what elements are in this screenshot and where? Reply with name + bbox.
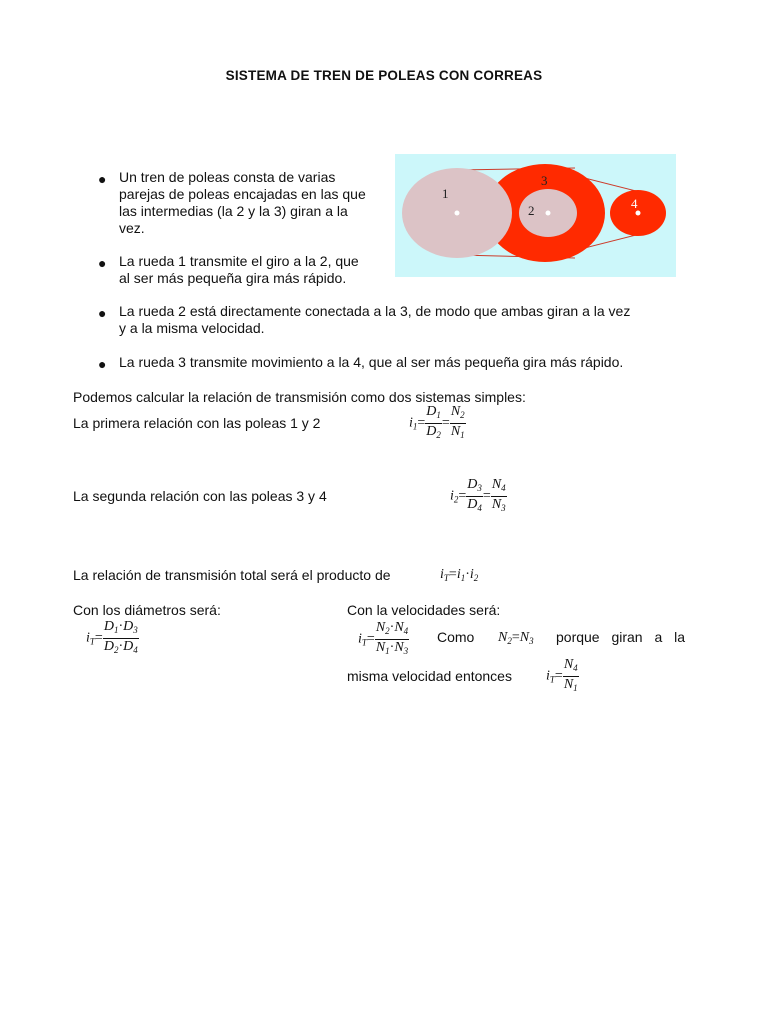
bullet-marker: ● bbox=[98, 255, 107, 271]
pulley-diagram bbox=[395, 154, 676, 277]
bullet-2-line-1: La rueda 1 transmite el giro a la 2, que bbox=[119, 253, 359, 269]
bullet-marker: ● bbox=[98, 356, 107, 372]
page-title: SISTEMA DE TREN DE POLEAS CON CORREAS bbox=[225, 68, 543, 83]
second-relation-text: La segunda relación con las poleas 3 y 4 bbox=[73, 488, 327, 504]
bullet-4-text bbox=[119, 354, 709, 371]
equation-i1: $i_1=$ $\frac{D_1}{D_2}$ = $\frac{N_2}{N_1}$ bbox=[409, 404, 465, 440]
bullet-1-line-1: Un tren de poleas consta de varias bbox=[119, 169, 336, 185]
equation-velocities: $i_T=$ $\frac{N_2\cdot N_4}{N_1\cdot N_3}$ bbox=[358, 620, 409, 656]
porque-text: porque giran a la bbox=[556, 629, 685, 645]
velocities-text: Con la velocidades será: bbox=[347, 602, 501, 618]
pulley-2-axle bbox=[546, 211, 551, 216]
bullet-3-text bbox=[119, 303, 709, 337]
pulley-1-label: 1 bbox=[442, 186, 449, 201]
bullet-1-line-2: parejas de poleas encajadas en las que bbox=[119, 186, 366, 202]
pulley-3-label: 3 bbox=[541, 173, 548, 188]
intro-text: Podemos calcular la relación de transmisión como dos sistemas simples: bbox=[73, 389, 526, 405]
bullet-1-line-4: vez. bbox=[119, 220, 145, 236]
equation-total: $i_T=i_1\cdot i_2$ bbox=[440, 567, 479, 583]
pulley-2-label: 2 bbox=[528, 203, 535, 218]
pulley-1-axle bbox=[455, 211, 460, 216]
total-relation-text: La relación de transmisión total será el producto de bbox=[73, 567, 391, 583]
bullet-1-text bbox=[119, 169, 394, 237]
bullet-3-line-2: y a la misma velocidad. bbox=[119, 320, 265, 336]
pulley-4-axle bbox=[636, 211, 641, 216]
bullet-1-line-3: las intermedias (la 2 y la 3) giran a la bbox=[119, 203, 348, 219]
pulley-4-label: 4 bbox=[631, 196, 638, 211]
misma-velocidad-text: misma velocidad entonces bbox=[347, 668, 512, 684]
diameters-text: Con los diámetros será: bbox=[73, 602, 221, 618]
equation-n2-n3: $N_2=N_3$ bbox=[498, 630, 534, 646]
como-text: Como bbox=[437, 629, 475, 645]
equation-i2: $i_2=$ $\frac{D_3}{D_4}$ = $\frac{N_4}{N_3}$ bbox=[450, 477, 506, 513]
equation-final: $i_T=$ $\frac{N_4}{N_1}$ bbox=[546, 657, 578, 693]
pulley-diagram-svg bbox=[395, 154, 676, 277]
equation-diameters: $i_T=$ $\frac{D_1\cdot D_3}{D_2\cdot D_4}$ bbox=[86, 619, 138, 655]
bullet-marker: ● bbox=[98, 171, 107, 187]
bullet-2-line-2: al ser más pequeña gira más rápido. bbox=[119, 270, 347, 286]
bullet-marker: ● bbox=[98, 305, 107, 321]
bullet-2-text bbox=[119, 253, 394, 287]
bullet-4-line-1: La rueda 3 transmite movimiento a la 4, que al ser más pequeña gira más rápido. bbox=[119, 354, 624, 370]
bullet-3-line-1: La rueda 2 está directamente conectada a la 3, de modo que ambas giran a la vez bbox=[119, 303, 631, 319]
first-relation-text: La primera relación con las poleas 1 y 2 bbox=[73, 415, 321, 431]
